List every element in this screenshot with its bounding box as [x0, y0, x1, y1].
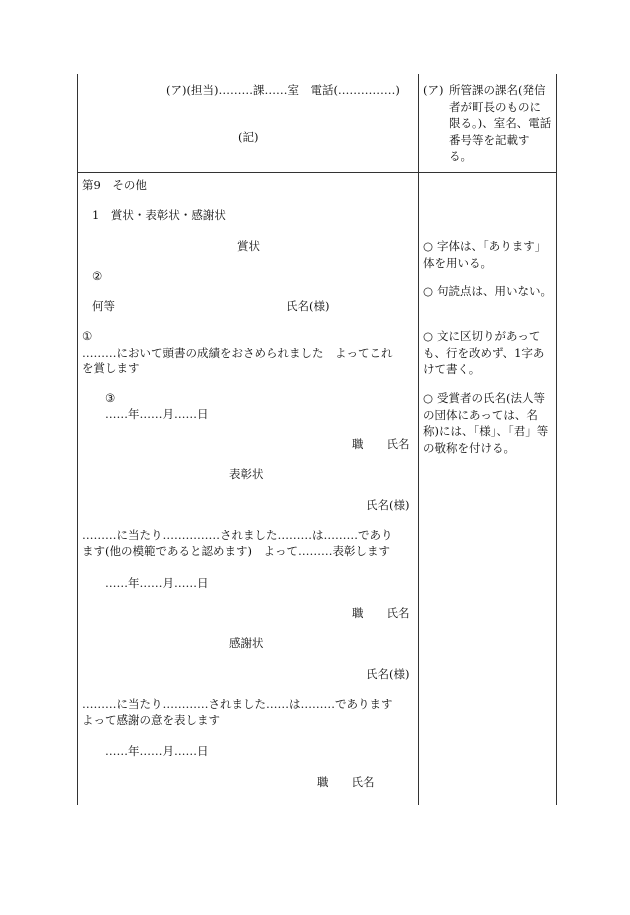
- award-body-line: ………に当たり…………されました……は………であります: [82, 697, 393, 711]
- bullet: ○: [423, 391, 434, 405]
- recipient-name: 氏名(様): [366, 667, 410, 681]
- award-body-line: ………に当たり……………されました………は………であり: [82, 528, 393, 542]
- award-date: ……年……月……日: [105, 576, 209, 590]
- table-left-border: [77, 74, 78, 805]
- note-item: [423, 283, 553, 300]
- award-date: ……年……月……日: [105, 744, 209, 758]
- award-body-line: よって感謝の意を表します: [82, 713, 220, 727]
- bullet: ○: [423, 329, 434, 343]
- commendation-title: 表彰状: [229, 467, 264, 481]
- bullet: ○: [423, 239, 434, 253]
- note-label: (ア): [423, 83, 444, 97]
- note-item-text: 句読点は、用いない。: [437, 284, 552, 298]
- note-item-text: 受賞者の氏名(法人等の団体にあっては、名称)には、「様」、「君」等の敬称を付ける。: [423, 391, 549, 455]
- award-signature: 職 氏名: [352, 437, 410, 451]
- note-item-text: 字体は、「あります」体を用いる。: [423, 239, 547, 270]
- table-row-divider: [77, 172, 557, 173]
- award-body-line: を賞します: [82, 361, 140, 375]
- award-rank: 何等: [92, 299, 115, 313]
- table-right-border: [556, 74, 557, 805]
- marker-1: ①: [82, 329, 93, 343]
- note-item-text: 文に区切りがあっても、行を改めず、1字あけて書く。: [423, 329, 545, 376]
- award-body-line: ます(他の模範であると認めます) よって………表彰します: [82, 544, 390, 558]
- contact-line: (ア)(担当)………課……室 電話(……………): [166, 83, 400, 97]
- marker-2: ②: [92, 269, 103, 283]
- award-certificate-title: 賞状: [237, 239, 260, 253]
- marker-3: ③: [105, 391, 116, 405]
- note-item: [423, 390, 553, 456]
- award-date: ……年……月……日: [105, 407, 209, 421]
- table-column-divider: [418, 74, 419, 805]
- contact-note: (記): [238, 130, 259, 144]
- recipient-name: 氏名(様): [286, 299, 330, 313]
- note-item: [423, 328, 553, 378]
- note-text: 所管課の課名(発信者が町長のものに限る。)、室名、電話番号等を記載する。: [449, 83, 552, 163]
- recipient-name: 氏名(様): [366, 498, 410, 512]
- award-signature: 職 氏名: [317, 775, 375, 789]
- note-item: [423, 238, 553, 271]
- section-heading: 第9 その他: [82, 178, 147, 192]
- section-subheading: 1 賞状・表彰状・感謝状: [92, 208, 226, 222]
- letter-of-thanks-title: 感謝状: [229, 636, 264, 650]
- bullet: ○: [423, 284, 434, 298]
- award-signature: 職 氏名: [352, 606, 410, 620]
- award-body-line: ………において頭書の成績をおさめられました よってこれ: [82, 346, 393, 360]
